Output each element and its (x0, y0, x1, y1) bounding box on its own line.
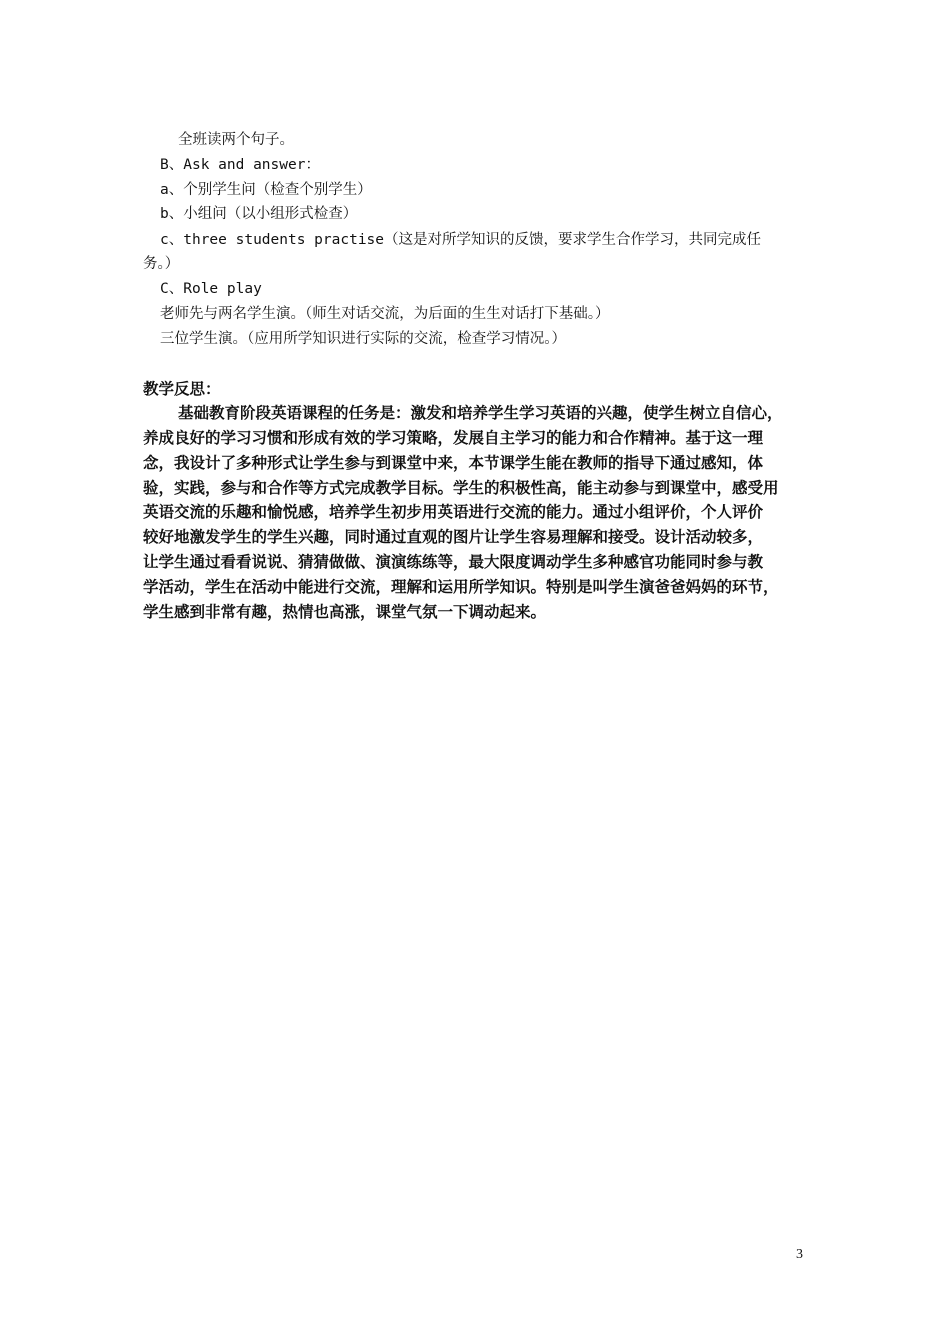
reflection-line: 念，我设计了多种形式让学生参与到课堂中来，本节课学生能在教师的指导下通过感知，体 (143, 453, 764, 472)
section-b-item-b: b、小组问（以小组形式检查） (160, 206, 358, 222)
reflection-line: 验，实践，参与和合作等方式完成教学目标。学生的积极性高，能主动参与到课堂中，感受用 (143, 478, 779, 497)
reflection-line: 学活动，学生在活动中能进行交流，理解和运用所学知识。特别是叫学生演爸爸妈妈的环节， (143, 577, 779, 596)
reflection-line: 英语交流的乐趣和愉悦感，培养学生初步用英语进行交流的能力。通过小组评价，个人评价 (143, 502, 764, 521)
page-number: 3 (796, 1247, 803, 1262)
reflection-line: 学生感到非常有趣，热情也高涨，课堂气氛一下调动起来。 (143, 602, 547, 621)
section-b-item-a: a、个别学生问（检查个别学生） (160, 182, 372, 198)
section-b-heading: B、Ask and answer： (160, 157, 320, 173)
reflection-line: 养成良好的学习习惯和形成有效的学习策略，发展自主学习的能力和合作精神。基于这一理 (143, 428, 764, 447)
activity-line: 全班读两个句子。 (178, 132, 294, 148)
reflection-heading: 教学反思： (143, 379, 221, 398)
section-c-line-2: 三位学生演。（应用所学知识进行实际的交流，检查学习情况。） (160, 331, 566, 347)
section-c-heading: C、Role play (160, 281, 262, 297)
section-b-item-c: c、three students practise（这是对所学知识的反馈，要求学生合作学习，共同完成任 (160, 232, 762, 248)
reflection-line: 较好地激发学生的学生兴趣，同时通过直观的图片让学生容易理解和接受。设计活动较多， (143, 527, 764, 546)
section-b-item-c-cont: 务。） (143, 256, 180, 272)
reflection-line: 基础教育阶段英语课程的任务是：激发和培养学生学习英语的兴趣，使学生树立自信心， (178, 403, 783, 422)
reflection-line: 让学生通过看看说说、猜猜做做、演演练练等，最大限度调动学生多种感官功能同时参与教 (143, 552, 764, 571)
section-c-line-1: 老师先与两名学生演。（师生对话交流，为后面的生生对话打下基础。） (160, 306, 610, 322)
